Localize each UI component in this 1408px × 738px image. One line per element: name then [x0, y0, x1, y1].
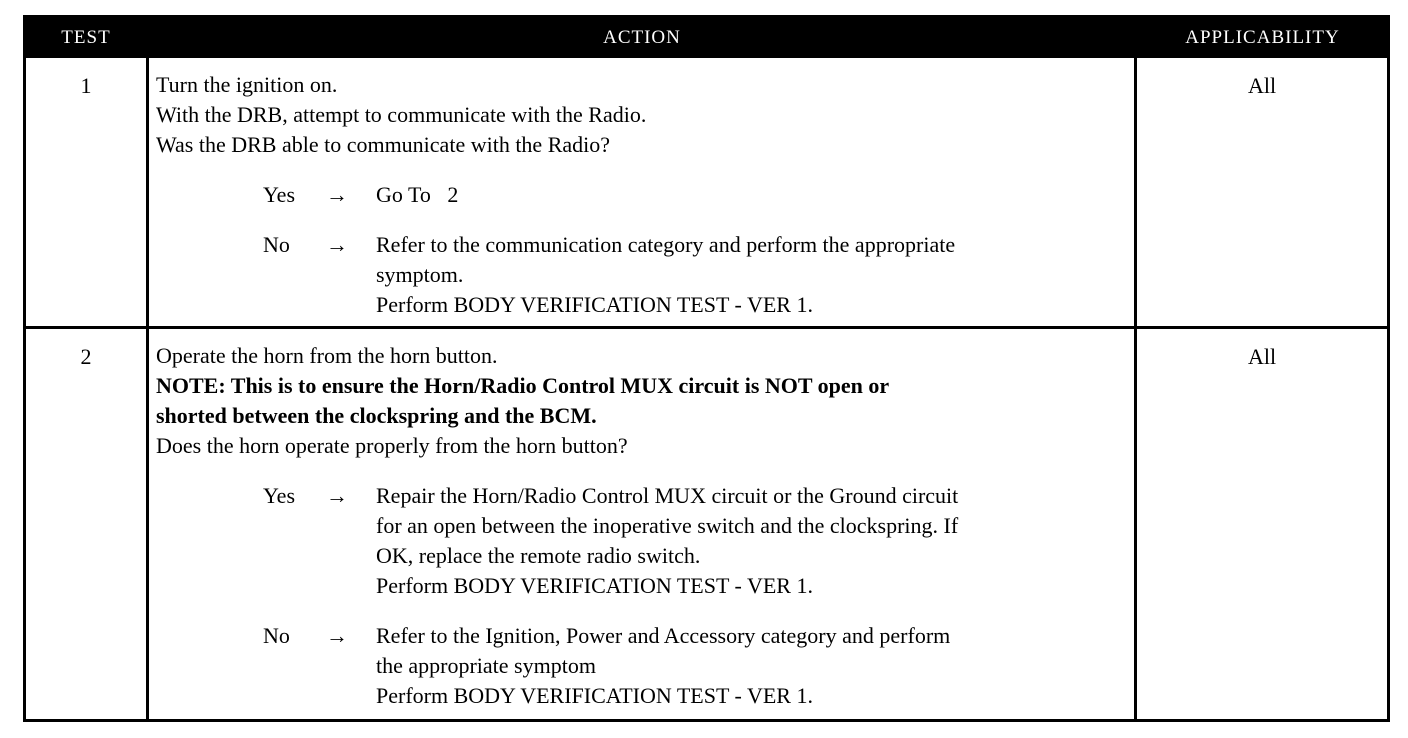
- column-divider: [1134, 58, 1137, 719]
- header-action: ACTION: [603, 27, 681, 48]
- applicability-value: All: [1247, 73, 1277, 98]
- action-line: With the DRB, attempt to communicate with the Radio.: [156, 102, 647, 127]
- action-line: Operate the horn from the horn button.: [156, 343, 498, 368]
- action-line: Was the DRB able to communicate with the Radio?: [156, 132, 611, 157]
- applicability-value: All: [1247, 344, 1277, 369]
- arrow-icon: →: [326, 623, 348, 648]
- column-divider: [146, 58, 149, 719]
- note-line: NOTE: This is to ensure the Horn/Radio Control MUX circuit is NOT open or: [156, 373, 890, 398]
- yes-label: Yes: [263, 483, 296, 508]
- result-line: OK, replace the remote radio switch.: [376, 543, 701, 568]
- yes-result: [156, 180, 1131, 210]
- result-line: Perform BODY VERIFICATION TEST - VER 1.: [376, 573, 813, 598]
- no-label: No: [263, 232, 290, 257]
- test-number: 1: [80, 73, 92, 98]
- yes-result: [156, 481, 1131, 601]
- action-line: Turn the ignition on.: [156, 72, 338, 97]
- result-line: symptom.: [376, 262, 464, 287]
- diagnostic-table: [23, 15, 1390, 722]
- row-divider: [26, 326, 1387, 329]
- arrow-icon: →: [326, 483, 348, 508]
- result-line: the appropriate symptom: [376, 653, 596, 678]
- no-result: [156, 230, 1131, 320]
- header-applicability: APPLICABILITY: [1185, 27, 1340, 48]
- arrow-icon: →: [326, 182, 348, 207]
- note-line: shorted between the clockspring and the BCM.: [156, 403, 597, 428]
- action-cell: [156, 341, 1131, 711]
- result-line: Perform BODY VERIFICATION TEST - VER 1.: [376, 292, 813, 317]
- header-test: TEST: [61, 27, 111, 48]
- table-header: [26, 18, 1387, 58]
- result-line: Repair the Horn/Radio Control MUX circuit or the Ground circuit: [376, 483, 959, 508]
- result-line: for an open between the inoperative switch and the clockspring. If: [376, 513, 959, 538]
- result-line: Refer to the communication category and perform the appropriate: [376, 232, 956, 257]
- no-result: [156, 621, 1131, 711]
- yes-label: Yes: [263, 182, 296, 207]
- no-label: No: [263, 623, 290, 648]
- result-line: Go To 2: [376, 182, 459, 207]
- test-number: 2: [80, 344, 92, 369]
- result-line: Perform BODY VERIFICATION TEST - VER 1.: [376, 683, 813, 708]
- action-cell: [156, 70, 1131, 320]
- result-line: Refer to the Ignition, Power and Accessory category and perform: [376, 623, 951, 648]
- action-line: Does the horn operate properly from the horn button?: [156, 433, 628, 458]
- arrow-icon: →: [326, 232, 348, 257]
